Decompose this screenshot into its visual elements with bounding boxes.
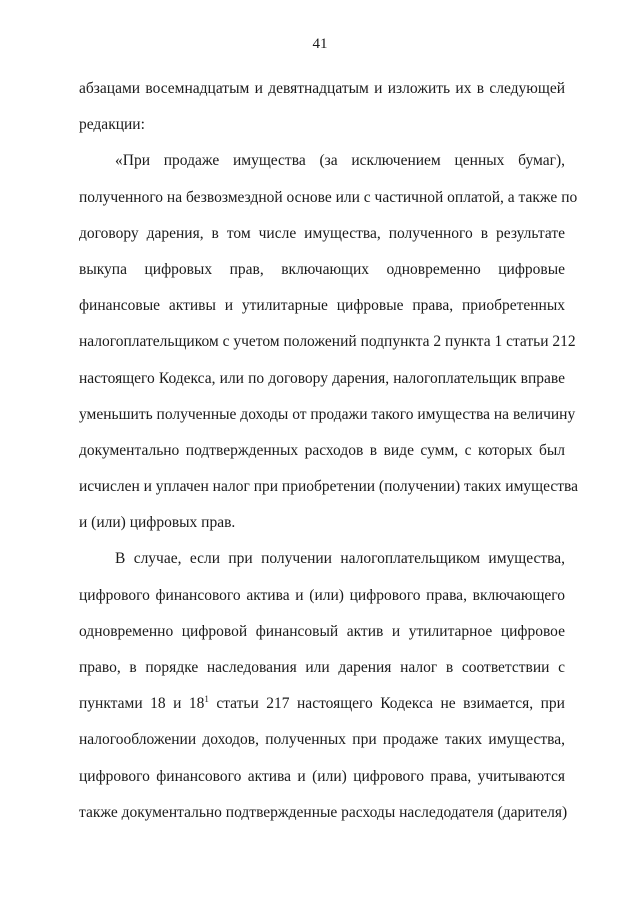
text-line: документально подтвержденных расходов в виде сумм, с которых был bbox=[79, 441, 565, 459]
text-line: выкупа цифровых прав, включающих одновременно цифровые bbox=[79, 260, 565, 278]
text-line: абзацами восемнадцатым и девятнадцатым и изложить их в следующей bbox=[79, 80, 565, 97]
text-line: и (или) цифровых прав. bbox=[79, 514, 236, 532]
text-fragment: пунктами 18 и 18 bbox=[79, 695, 205, 713]
text-line: налогоплательщиком с учетом положений подпункта 2 пункта 1 статьи 212 bbox=[79, 333, 576, 351]
text-fragment: статьи 217 настоящего Кодекса не взимается, при bbox=[208, 695, 565, 713]
text-line: договору дарения, в том числе имущества, полученного в результате bbox=[79, 224, 565, 242]
text-line: цифрового финансового актива и (или) цифрового права, включающего bbox=[79, 586, 565, 604]
page-number: 41 bbox=[312, 36, 328, 52]
text-line: цифрового финансового актива и (или) цифрового права, учитываются bbox=[79, 767, 565, 785]
text-line: «При продаже имущества (за исключением ценных бумаг), bbox=[115, 152, 565, 170]
document-body bbox=[79, 71, 579, 831]
text-line: налогообложении доходов, полученных при продаже таких имущества, bbox=[79, 731, 565, 749]
text-line: уменьшить полученные доходы от продажи такого имущества на величину bbox=[79, 405, 576, 423]
text-line: полученного на безвозмездной основе или с частичной оплатой, а также по bbox=[79, 188, 578, 206]
text-line: право, в порядке наследования или дарения налог в соответствии с bbox=[79, 659, 565, 676]
text-line: исчислен и уплачен налог при приобретении (получении) таких имущества bbox=[79, 478, 579, 496]
text-line: также документально подтвержденные расходы наследодателя (дарителя) bbox=[79, 803, 568, 821]
superscript: 1 bbox=[204, 694, 209, 705]
text-line: настоящего Кодекса, или по договору дарения, налогоплательщик вправе bbox=[79, 369, 565, 387]
text-line-with-superscript bbox=[79, 686, 565, 722]
text-line: одновременно цифровой финансовый актив и утилитарное цифровое bbox=[79, 622, 565, 640]
text-line: финансовые активы и утилитарные цифровые права, приобретенных bbox=[79, 297, 565, 315]
text-line: В случае, если при получении налогоплательщиком имущества, bbox=[115, 550, 565, 568]
text-line: редакции: bbox=[79, 116, 145, 134]
